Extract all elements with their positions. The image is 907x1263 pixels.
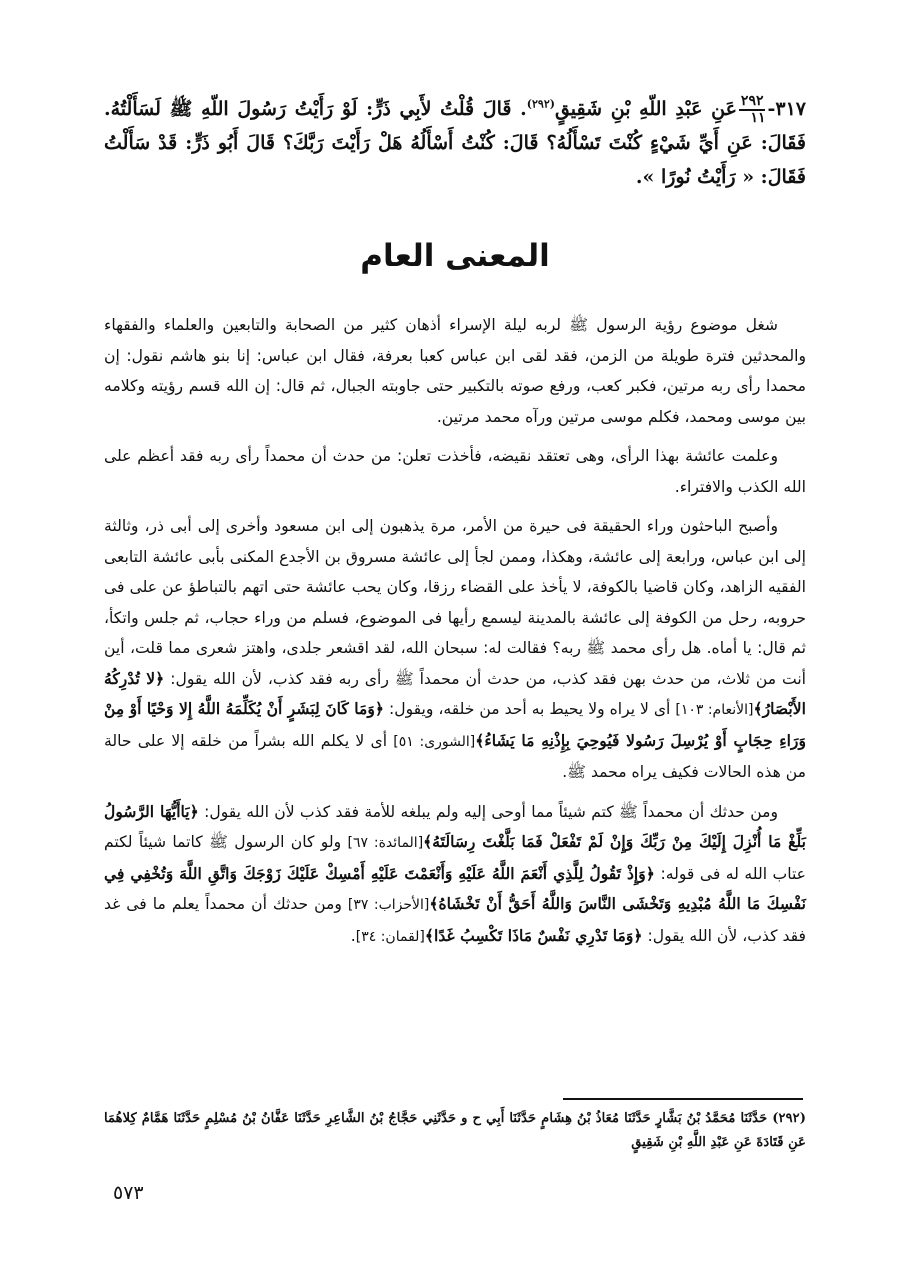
quran-ref-luqman: [لقمان: ٣٤] xyxy=(355,928,425,945)
hadith-reference-fraction xyxy=(739,94,766,126)
paragraph-3-text-b: أى لا يراه ولا يحيط به أحد من خلقه، ويقول: xyxy=(384,700,676,718)
hadith-reference-denominator: ١١ xyxy=(750,110,766,126)
paragraph-3-text-a: وأصبح الباحثون وراء الحقيقة فى حيرة من الأمر، مرة يذهبون إلى ابن مسعود وأخرى إلى أبى ذر، وثالثة إلى ابن عباس، ورابعة إلى عائشة، وهكذا، وممن لجأ إلى عائشة مسروق بن الأجدع المكنى بأبى عائشة التابعى الفقيه الزاهد، وكان قاضيا بالكوفة، لا يأخذ على القضاء رزقا، وكان يحب عائشة حتى اتهم بالتباطؤ عن على فى حروبه، رحل من الكوفة إلى عائشة بالمدينة ليسمع رأيها فى الموضوع، فسلم من وراء حجاب، ثم جلس واتكأ، ثم قال: يا أماه. هل رأى محمد ﷺ ربه؟ فقالت له: سبحان الله، لقد اقشعر جلدى، واهتز شعرى مما قلت، أين أنت من ثلاث، من حدث بهن فقد كذب، من حدث أن محمداً ﷺ رأى ربه فقد كذب، لأن الله يقول: xyxy=(104,517,806,688)
page-number: ٥٧٣ xyxy=(113,1182,144,1204)
footnote-separator xyxy=(563,1098,803,1100)
paragraph-4-text-d: . xyxy=(350,926,356,945)
quran-ref-ahzab: [الأحزاب: ٣٧] xyxy=(347,897,430,913)
paragraph-4-text-a: ومن حدثك أن محمداً ﷺ كتم شيئاً مما أوحى إليه ولم يبلغه للأمة فقد كذب لأن الله يقول: xyxy=(198,802,778,821)
quran-quote-shura: ﴿وَمَا كَانَ لِبَشَرٍ أَنْ يُكَلِّمَهُ اللَّهُ إِلا وَحْيًا أَوْ مِنْ وَرَاءِ حِجَابٍ أَوْ يُرْسِلَ رَسُولا فَيُوحِيَ بِإِذْنِهِ مَا يَشَاءُ﴾ xyxy=(103,699,806,750)
paragraph-4-text-b: ولو كان الرسول ﷺ كاتما شيئاً لكتم عتاب الله له فى قوله: xyxy=(104,833,806,883)
hadith-reference-numerator: ٢٩٢ xyxy=(740,93,764,109)
section-title: المعنى العام xyxy=(360,238,550,274)
hadith-text xyxy=(104,92,806,194)
hadith-number: ٣١٧- xyxy=(767,98,806,120)
paragraph-1: شغل موضوع رؤية الرسول ﷺ لربه ليلة الإسراء أذهان كثير من الصحابة والتابعين والعلماء والفقهاء والمحدثين فترة طويلة من الزمن، فقد لقى ابن عباس كعبا بعرفة، فقال ابن عباس: إنا بنو هاشم نقول: إن محمدا رأى ربه مرتين، فكبر كعب، ورفع صوته بالتكبير حتى جاوبته الجبال، ثم قال: إن الله قسم رؤيته وكلامه بين موسى ومحمد، فكلم موسى مرتين ورآه محمد مرتين. xyxy=(104,316,806,426)
paragraph-3-text-c: أى لا يكلم الله بشراً من خلقه إلا على حالة من هذه الحالات فكيف يراه محمد ﷺ. xyxy=(104,731,806,781)
paragraph-2: وعلمت عائشة بهذا الرأى، وهى تعتقد نقيضه، فأخذت تعلن: من حدث أن محمداً رأى ربه فقد أعظم على الله الكذب والافتراء. xyxy=(104,447,806,496)
quran-quote-anam: ﴿لا تُدْرِكُهُ الأَبْصَارُ﴾ xyxy=(104,668,806,718)
quran-quote-luqman: ﴿وَمَا تَدْرِي نَفْسٌ مَاذَا تَكْسِبُ غَدًا﴾ xyxy=(424,925,643,945)
quran-quote-ahzab: ﴿وَإِذْ تَقُولُ لِلَّذِي أَنْعَمَ اللَّهُ عَلَيْهِ وَأَنْعَمْتَ عَلَيْهِ أَمْسِكْ عَلَيْكَ زَوْجَكَ وَاتَّقِ اللَّهَ وَتُخْفِي فِي نَفْسِكَ مَا اللَّهُ مُبْدِيهِ وَتَخْشَى النَّاسَ وَاللَّهُ أَحَقُّ أَنْ تَخْشَاهُ﴾ xyxy=(104,863,806,913)
paragraph-3 xyxy=(104,511,806,788)
footnote: (٢٩٢) حَدَّثَنَا مُحَمَّدُ بْنُ بَشَّارٍ حَدَّثَنَا مُعَاذُ بْنُ هِشَامٍ حَدَّثَنَا أَبِي ح و حَدَّثَنِي حَجَّاجُ بْنُ الشَّاعِرِ حَدَّثَنَا عَفَّانُ بْنُ مُسْلِمٍ حَدَّثَنَا هَمَّامٌ كِلاهُمَا عَنِ قَتَادَةَ عَنِ عَبْدِ اللَّهِ بْنِ شَقِيقٍ xyxy=(104,1111,806,1150)
hadith-matn: . قَالَ قُلْتُ لأَبِي ذَرٍّ: لَوْ رَأَيْتُ رَسُولَ اللّهِ ﷺ لَسَأَلْتُهُ. فَقَالَ: عَنِ أَيِّ شَيْءٍ كُنْتَ تَسْأَلُهُ؟ قَالَ: كُنْتُ أَسْأَلُهُ هَلْ رَأَيْتَ رَبَّكَ؟ قَالَ أَبُو ذَرٍّ: قَدْ سَأَلْتُ فَقَالَ: « رَأَيْتُ نُورًا ». xyxy=(104,98,806,188)
quran-quote-maidah: ﴿يَاأَيُّهَا الرَّسُولُ بَلِّغْ مَا أُنْزِلَ إِلَيْكَ مِنْ رَبِّكَ وَإِنْ لَمْ تَفْعَلْ فَمَا بَلَّغْتَ رِسَالَتَهُ﴾ xyxy=(104,801,806,851)
footnote-marker: (٢٩٢) xyxy=(526,97,555,111)
quran-ref-shura: [الشورى: ٥١] xyxy=(393,733,476,750)
quran-ref-anam: [الأنعام: ١٠٣] xyxy=(675,702,754,718)
paragraph-4 xyxy=(104,797,806,953)
page-body xyxy=(104,92,806,961)
quran-ref-maidah: [المائدة: ٦٧] xyxy=(347,835,424,851)
paragraph-4-text-c: ومن حدثك أن محمداً يعلم ما فى غد فقد كذب، لأن الله يقول: xyxy=(104,895,806,945)
hadith-isnad: عَنِ عَبْدِ اللّهِ بْنِ شَقِيقٍ xyxy=(554,98,737,120)
